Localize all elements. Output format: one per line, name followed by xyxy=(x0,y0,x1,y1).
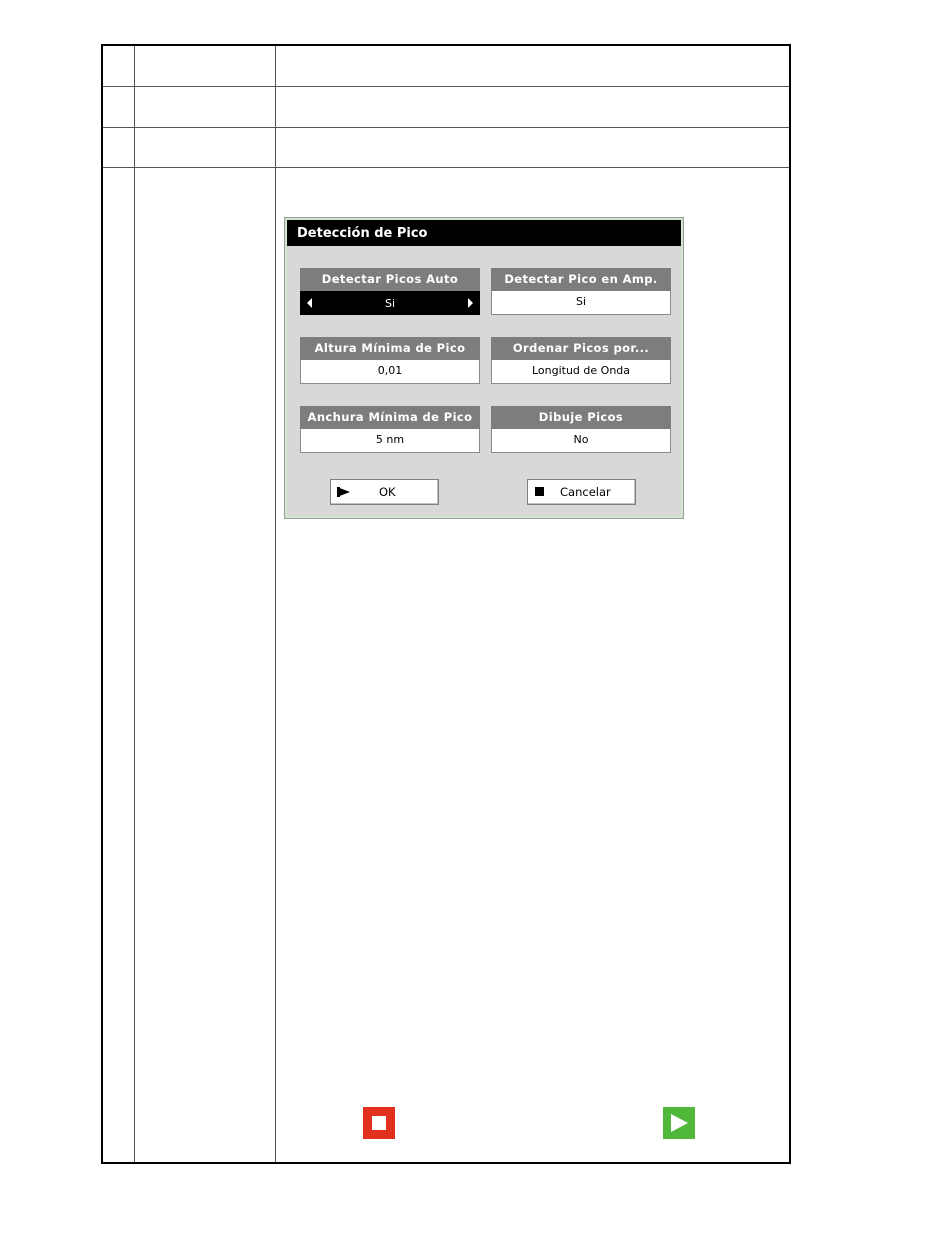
amplitude-peak-detect-field[interactable] xyxy=(491,268,671,317)
arrow-left-icon[interactable] xyxy=(307,298,312,308)
ok-label: OK xyxy=(379,485,396,499)
peak-detection-dialog xyxy=(284,217,684,519)
stop-icon xyxy=(535,487,544,496)
field-value[interactable]: Longitud de Onda xyxy=(491,360,671,384)
field-value[interactable]: 5 nm xyxy=(300,429,480,453)
field-value[interactable]: Si xyxy=(491,291,671,315)
table-row-divider xyxy=(103,86,789,87)
table-column-divider xyxy=(134,46,135,1162)
dialog-title: Detección de Pico xyxy=(287,220,681,246)
field-label: Detectar Picos Auto xyxy=(300,268,480,291)
field-label: Detectar Pico en Amp. xyxy=(491,268,671,291)
cancel-label: Cancelar xyxy=(560,485,611,499)
stop-key-icon xyxy=(363,1107,395,1139)
auto-peak-detect-selector[interactable] xyxy=(300,291,480,315)
field-label: Anchura Mínima de Pico xyxy=(300,406,480,429)
play-icon xyxy=(337,487,350,497)
stop-square xyxy=(372,1116,386,1130)
field-value[interactable]: 0,01 xyxy=(300,360,480,384)
table-column-divider xyxy=(275,46,276,1162)
play-key-icon xyxy=(663,1107,695,1139)
field-value: Si xyxy=(384,297,396,310)
table-row-divider xyxy=(103,127,789,128)
min-peak-height-field[interactable] xyxy=(300,337,480,386)
field-value[interactable]: No xyxy=(491,429,671,453)
field-label: Ordenar Picos por... xyxy=(491,337,671,360)
cancel-button[interactable] xyxy=(527,479,636,505)
arrow-right-icon[interactable] xyxy=(468,298,473,308)
sort-peaks-by-field[interactable] xyxy=(491,337,671,386)
min-peak-width-field[interactable] xyxy=(300,406,480,455)
draw-peaks-field[interactable] xyxy=(491,406,671,455)
field-label: Dibuje Picos xyxy=(491,406,671,429)
auto-peak-detect-field[interactable] xyxy=(300,268,480,317)
table-row-divider xyxy=(103,167,789,168)
ok-button[interactable] xyxy=(330,479,439,505)
document-table xyxy=(101,44,791,1164)
play-triangle xyxy=(671,1114,688,1132)
field-label: Altura Mínima de Pico xyxy=(300,337,480,360)
